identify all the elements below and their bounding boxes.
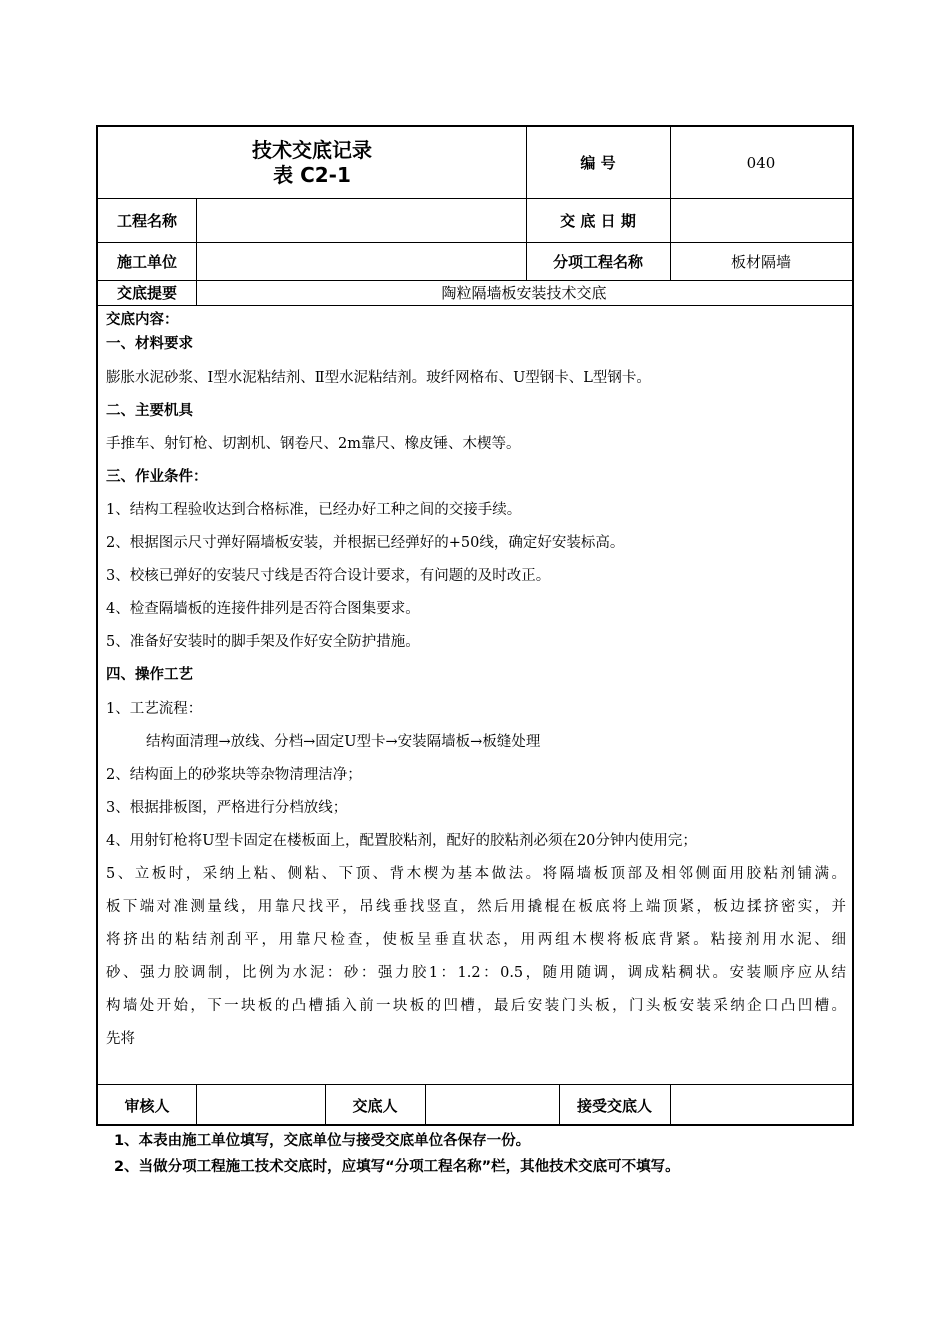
content-line: 砂、强力胶调制，比例为水泥：砂：强力胶1：1.2：0.5，随用随调，调成粘稠状。安装顺序应从结 [106, 965, 846, 981]
section-heading: 四、操作工艺 [106, 667, 193, 683]
content-line: 5、准备好安装时的脚手架及作好安全防护措施。 [106, 634, 420, 650]
content-line: 将挤出的粘结剂刮平，用靠尺检查，使板呈垂直状态，用两组木楔将板底背紧。粘接剂用水泥、细 [106, 932, 846, 948]
summary-field[interactable]: 陶粒隔墙板安装技术交底 [441, 284, 607, 302]
subitem-field[interactable]: 板材隔墙 [730, 252, 791, 271]
subitem-label: 分项工程名称 [552, 252, 643, 271]
number-value[interactable]: 040 [746, 153, 776, 172]
content-line: 板下端对准测量线，用靠尺找平，吊线垂找竖直，然后用撬棍在板底将上端顶紧，板边揉挤密实，并 [106, 899, 846, 915]
process-flow: 结构面清理→放线、分档→固定U型卡→安装隔墙板→板缝处理 [146, 734, 541, 750]
content-line: 2、根据图示尺寸弹好隔墙板安装，并根据已经弹好的+50线，确定好安装标高。 [106, 535, 625, 551]
section-heading: 二、主要机具 [106, 403, 193, 419]
content-line: 4、检查隔墙板的连接件排列是否符合图集要求。 [106, 601, 420, 617]
presenter-label: 交底人 [352, 1096, 398, 1115]
section-heading: 三、作业条件： [106, 469, 208, 485]
project-name-field[interactable] [196, 198, 526, 242]
reviewer-label: 审核人 [124, 1096, 170, 1115]
contractor-field[interactable] [196, 242, 526, 280]
form-title: 技术交底记录 [252, 137, 372, 162]
date-field[interactable] [670, 198, 852, 242]
reviewer-field[interactable] [196, 1084, 325, 1126]
row-divider [98, 305, 852, 306]
content-line: 5、立板时，采纳上粘、侧粘、下顶、背木楔为基本做法。将隔墙板顶部及相邻侧面用胶粘剂铺满。 [106, 866, 846, 882]
receiver-field[interactable] [670, 1084, 852, 1126]
content-line: 1、结构工程验收达到合格标准，已经办好工种之间的交接手续。 [106, 502, 522, 518]
content-line: 2、结构面上的砂浆块等杂物清理洁净； [106, 767, 362, 783]
content-line: 构墙处开始，下一块板的凸槽插入前一块板的凹槽，最后安装门头板，门头板安装采纳企口凸凹槽。 [106, 998, 846, 1014]
footnote-1: 1、本表由施工单位填写，交底单位与接受交底单位各保存一份。 [114, 1133, 531, 1149]
content-line: 1、工艺流程： [106, 701, 203, 717]
content-line: 3、校核已弹好的安装尺寸线是否符合设计要求，有问题的及时改正。 [106, 568, 551, 584]
content-line: 4、用射钉枪将U型卡固定在楼板面上，配置胶粘剂，配好的胶粘剂必须在20分钟内使用完； [106, 833, 697, 849]
content-line: 手推车、射钉枪、切割机、钢卷尺、2m靠尺、橡皮锤、木楔等。 [106, 436, 521, 452]
content-line: 3、根据排板图，严格进行分档放线； [106, 800, 348, 816]
presenter-field[interactable] [425, 1084, 559, 1126]
footnote-2: 2、当做分项工程施工技术交底时，应填写“分项工程名称”栏，其他技术交底可不填写。 [114, 1159, 680, 1175]
content-line: 先将 [106, 1031, 135, 1047]
number-label: 编 号 [580, 154, 616, 172]
summary-label: 交底提要 [116, 284, 177, 302]
content-intro: 交底内容： [106, 312, 179, 328]
section-heading: 一、材料要求 [106, 336, 193, 352]
content-line: 膨胀水泥砂浆、Ⅰ型水泥粘结剂、Ⅱ型水泥粘结剂。玻纤网格布、U型钢卡、L型钢卡。 [106, 370, 651, 386]
technical-briefing-form [96, 125, 854, 1126]
receiver-label: 接受交底人 [576, 1096, 652, 1115]
form-code: 表 C2-1 [273, 162, 351, 187]
form-title-block [98, 127, 526, 198]
date-label: 交 底 日 期 [560, 211, 636, 230]
contractor-label: 施工单位 [116, 252, 177, 271]
project-name-label: 工程名称 [116, 211, 177, 230]
